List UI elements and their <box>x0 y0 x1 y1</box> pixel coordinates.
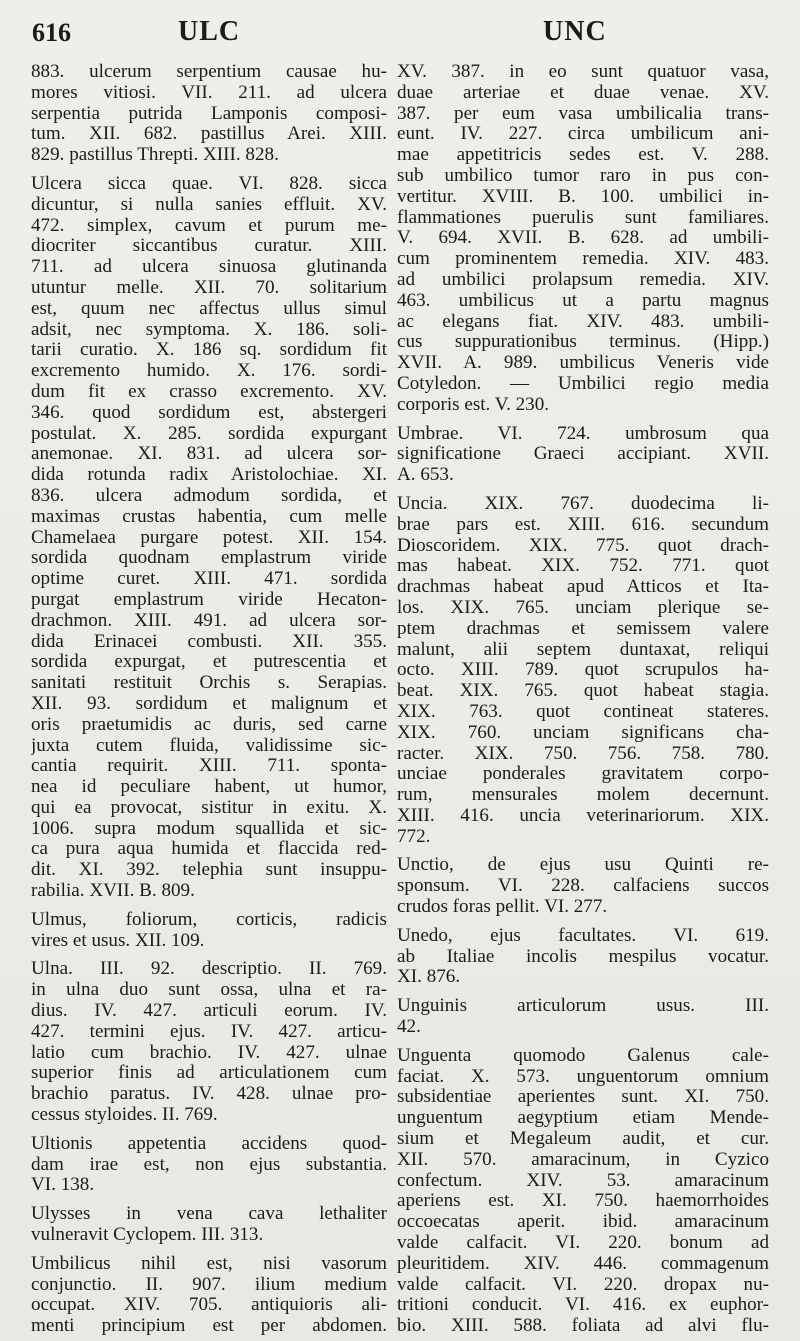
text-line: occoecatas aperit. ibid. amaracinum <box>397 1212 769 1233</box>
text-line: rabilia. XVII. B. 809. <box>31 881 195 902</box>
text-line: racter. XIX. 750. 756. 758. 780. <box>397 743 769 764</box>
text-line: cantia requirit. XIII. 711. sponta- <box>31 756 387 777</box>
text-line: Ulcera sicca quae. VI. 828. sicca <box>31 173 387 194</box>
text-line: Unctio, de ejus usu Quinti re- <box>397 855 769 876</box>
entry-gap <box>31 902 387 910</box>
text-line: confectum. XIV. 53. amaracinum <box>397 1170 769 1191</box>
text-line: Dioscoridem. XIX. 775. quot drach- <box>397 535 769 556</box>
text-line: diocriter siccantibus curatur. XIII. <box>31 236 387 257</box>
text-line: valde calfacit. VI. 220. bonum ad <box>397 1233 769 1254</box>
text-line: 463. umbilicus ut a partu magnus <box>397 290 769 311</box>
text-line: Ulmus, foliorum, corticis, radicis <box>31 909 387 930</box>
text-line: 1006. supra modum squallida et sic- <box>31 818 387 839</box>
text-line: sordida expurgat, et putrescentia et <box>31 652 387 673</box>
text-line: eunt. IV. 227. circa umbilicum ani- <box>397 124 769 145</box>
text-line: 883. ulcerum serpentium causae hu- <box>31 62 387 82</box>
text-line: bio. XIII. 588. foliata ad alvi flu- <box>397 1316 769 1337</box>
text-line: crudos foras pellit. VI. 277. <box>397 897 608 918</box>
text-line: mores vitiosi. VII. 211. ad ulcera <box>31 82 387 103</box>
text-line: octo. XIII. 789. quot scrupulos ha- <box>397 660 769 681</box>
text-line: Ulna. III. 92. descriptio. II. 769. <box>31 959 387 980</box>
text-line: qui ea provocat, sistitur in exitu. X. <box>31 797 387 818</box>
text-line: mas habeat. XIX. 752. 771. quot <box>397 556 769 577</box>
text-line: utuntur melle. XII. 70. solitarium <box>31 277 387 298</box>
text-line: XVII. A. 989. umbilicus Veneris vide <box>397 353 769 374</box>
text-line: 387. per eum vasa umbilicalia trans- <box>397 103 769 124</box>
text-line: ad umbilici prolapsum remedia. XIV. <box>397 269 769 290</box>
text-line: dida Erinacei combusti. XII. 355. <box>31 631 387 652</box>
text-line: corporis est. V. 230. <box>397 394 550 415</box>
entry-gap <box>397 416 769 424</box>
text-line: XII. 570. amaracinum, in Cyzico <box>397 1149 769 1170</box>
text-line: drachmas habeat apud Atticos et Ita- <box>397 577 769 598</box>
text-line: aperiens est. XI. 750. haemorrhoides <box>397 1191 769 1212</box>
text-line: dit. XI. 392. telephia sunt insuppu- <box>31 860 387 881</box>
text-line: Unguenta quomodo Galenus cale- <box>397 1045 769 1066</box>
text-line: beat. XIX. 765. quot habeat stagia. <box>397 681 769 702</box>
text-line: dida rotunda radix Aristolochiae. XI. <box>31 465 387 486</box>
text-line: Uncia. XIX. 767. duodecima li- <box>397 493 769 514</box>
text-line: 829. pastillus Threpti. XIII. 828. <box>31 145 279 166</box>
text-line: los. XIX. 765. unciam plerique se- <box>397 597 769 618</box>
entry-gap <box>397 486 769 494</box>
text-line: malunt, alii septem duntaxat, reliqui <box>397 639 769 660</box>
text-line: anemonae. XI. 831. ad ulcera sor- <box>31 444 387 465</box>
text-line: rum, mensurales molem decernunt. <box>397 785 769 806</box>
text-line: serpentia putrida Lamponis composi- <box>31 103 387 124</box>
entry-gap <box>31 166 387 174</box>
text-line: maximas crustas habentia, cum melle <box>31 506 387 527</box>
text-line: 42. <box>397 1017 421 1038</box>
text-line: mae appetitricis sedes est. V. 288. <box>397 145 769 166</box>
text-line: XIX. 760. unciam significans cha- <box>397 722 769 743</box>
text-line: vires et usus. XII. 109. <box>31 930 205 951</box>
text-line: Ultionis appetentia accidens quod- <box>31 1133 387 1154</box>
running-header <box>0 14 800 54</box>
left-column <box>31 62 387 1337</box>
text-line: 711. ad ulcera sinuosa glutinanda <box>31 257 387 278</box>
entry-gap <box>31 951 387 959</box>
text-line: faciat. X. 573. unguentorum omnium <box>397 1066 769 1087</box>
text-line: vertitur. XVIII. B. 100. umbilici in- <box>397 186 769 207</box>
text-line: conjunctio. II. 907. ilium medium <box>31 1274 387 1295</box>
text-line: purgat emplastrum viride Hecaton- <box>31 589 387 610</box>
text-line: ab Italiae incolis mespilus vocatur. <box>397 946 769 967</box>
text-line: Cotyledon. — Umbilici regio media <box>397 373 769 394</box>
text-line: subsidentiae aperientes sunt. XI. 750. <box>397 1087 769 1108</box>
text-line: occupat. XIV. 705. antiquioris ali- <box>31 1295 387 1316</box>
text-line: est, quum nec affectus ullus simul <box>31 298 387 319</box>
text-line: dius. IV. 427. articuli eorum. IV. <box>31 1001 387 1022</box>
text-line: significatione Graeci accipiant. XVII. <box>397 444 769 465</box>
text-line: 346. quod sordidum est, abstergeri <box>31 402 387 423</box>
text-line: nea id peculiare habent, ut humor, <box>31 777 387 798</box>
text-line: V. 694. XVII. B. 628. ad umbili- <box>397 228 769 249</box>
text-line: 472. simplex, cavum et purum me- <box>31 215 387 236</box>
text-line: Chamelaea purgare potest. XII. 154. <box>31 527 387 548</box>
entry-gap <box>31 1126 387 1134</box>
text-line: brae pars est. XIII. 616. secundum <box>397 514 769 535</box>
text-line: 427. termini ejus. IV. 427. articu- <box>31 1021 387 1042</box>
text-line: latio cum brachio. IV. 427. ulnae <box>31 1042 387 1063</box>
text-line: Unguinis articulorum usus. III. <box>397 996 769 1017</box>
text-line: dam irae est, non ejus substantia. <box>31 1154 387 1175</box>
page-number: 616 <box>32 18 71 47</box>
text-line: drachmon. XIII. 491. ad ulcera sor- <box>31 610 387 631</box>
text-line: excremento humido. X. 176. sordi- <box>31 361 387 382</box>
text-line: XIII. 416. uncia veterinariorum. XIX. <box>397 805 769 826</box>
text-line: unguentum aegyptium etiam Mende- <box>397 1108 769 1129</box>
text-line: tritioni conducit. VI. 416. ex euphor- <box>397 1295 769 1316</box>
text-line: tarii curatio. X. 186 sq. sordidum fit <box>31 340 387 361</box>
text-line: in ulna duo sunt ossa, ulna et ra- <box>31 980 387 1001</box>
entry-gap <box>397 1038 769 1046</box>
text-line: duae arteriae et duae venae. XV. <box>397 82 769 103</box>
text-line: XII. 93. sordidum et malignum et <box>31 693 387 714</box>
entry-gap <box>397 847 769 855</box>
right-column-heading: UNC <box>543 16 607 47</box>
text-line: vulneravit Cyclopem. III. 313. <box>31 1225 264 1246</box>
text-line: tum. XII. 682. pastillus Arei. XIII. <box>31 124 387 145</box>
text-line: VI. 138. <box>31 1175 95 1196</box>
text-line: unciae ponderales gravitatem corpo- <box>397 764 769 785</box>
text-line: adsit, nec symptoma. X. 186. soli- <box>31 319 387 340</box>
text-line: cum prominentem remedia. XIV. 483. <box>397 249 769 270</box>
text-line: sordida quodnam emplastrum viride <box>31 548 387 569</box>
text-line: sium et Megaleum audit, et cur. <box>397 1129 769 1150</box>
text-line: optime curet. XIII. 471. sordida <box>31 569 387 590</box>
text-line: XV. 387. in eo sunt quatuor vasa, <box>397 62 769 82</box>
text-line: ca pura aqua humida et flaccida red- <box>31 839 387 860</box>
text-line: dicuntur, si nulla sanies effluit. XV. <box>31 194 387 215</box>
text-line: brachio paratus. IV. 428. ulnae pro- <box>31 1084 387 1105</box>
text-line: Ulysses in vena cava lethaliter <box>31 1204 387 1225</box>
entry-gap <box>397 988 769 996</box>
entry-gap <box>31 1196 387 1204</box>
right-column <box>397 62 769 1337</box>
text-line: cus suppurationibus terminus. (Hipp.) <box>397 332 769 353</box>
text-line: oris praetumidis ac duris, sed carne <box>31 714 387 735</box>
text-line: ptem drachmas et semissem valere <box>397 618 769 639</box>
text-line: superior finis ad articulationem cum <box>31 1063 387 1084</box>
left-column-heading: ULC <box>178 16 241 47</box>
text-line: dum fit ex crasso excremento. XV. <box>31 381 387 402</box>
text-line: Umbilicus nihil est, nisi vasorum <box>31 1253 387 1274</box>
text-line: A. 653. <box>397 465 454 486</box>
text-line: Umbrae. VI. 724. umbrosum qua <box>397 423 769 444</box>
text-line: 836. ulcera admodum sordida, et <box>31 485 387 506</box>
text-line: XI. 876. <box>397 967 461 988</box>
entry-gap <box>31 1246 387 1254</box>
text-line: sanitati restituit Orchis s. Serapias. <box>31 673 387 694</box>
text-line: menti principium est per abdomen. <box>31 1316 387 1337</box>
text-line: valde calfacit. VI. 220. dropax nu- <box>397 1274 769 1295</box>
text-line: sponsum. VI. 228. calfaciens succos <box>397 876 769 897</box>
text-line: cessus styloides. II. 769. <box>31 1105 218 1126</box>
text-line: pleuritidem. XIV. 446. commagenum <box>397 1253 769 1274</box>
text-line: juxta cutem fluida, validissime sic- <box>31 735 387 756</box>
text-line: XIX. 763. quot contineat stateres. <box>397 701 769 722</box>
text-line: 772. <box>397 826 431 847</box>
text-line: sub umbilico tumor raro in pus con- <box>397 165 769 186</box>
text-line: ac elegans fiat. XIV. 483. umbili- <box>397 311 769 332</box>
entry-gap <box>397 918 769 926</box>
text-line: postulat. X. 285. sordida expurgant <box>31 423 387 444</box>
text-line: Unedo, ejus facultates. VI. 619. <box>397 925 769 946</box>
text-line: flammationes puerulis sunt familiares. <box>397 207 769 228</box>
